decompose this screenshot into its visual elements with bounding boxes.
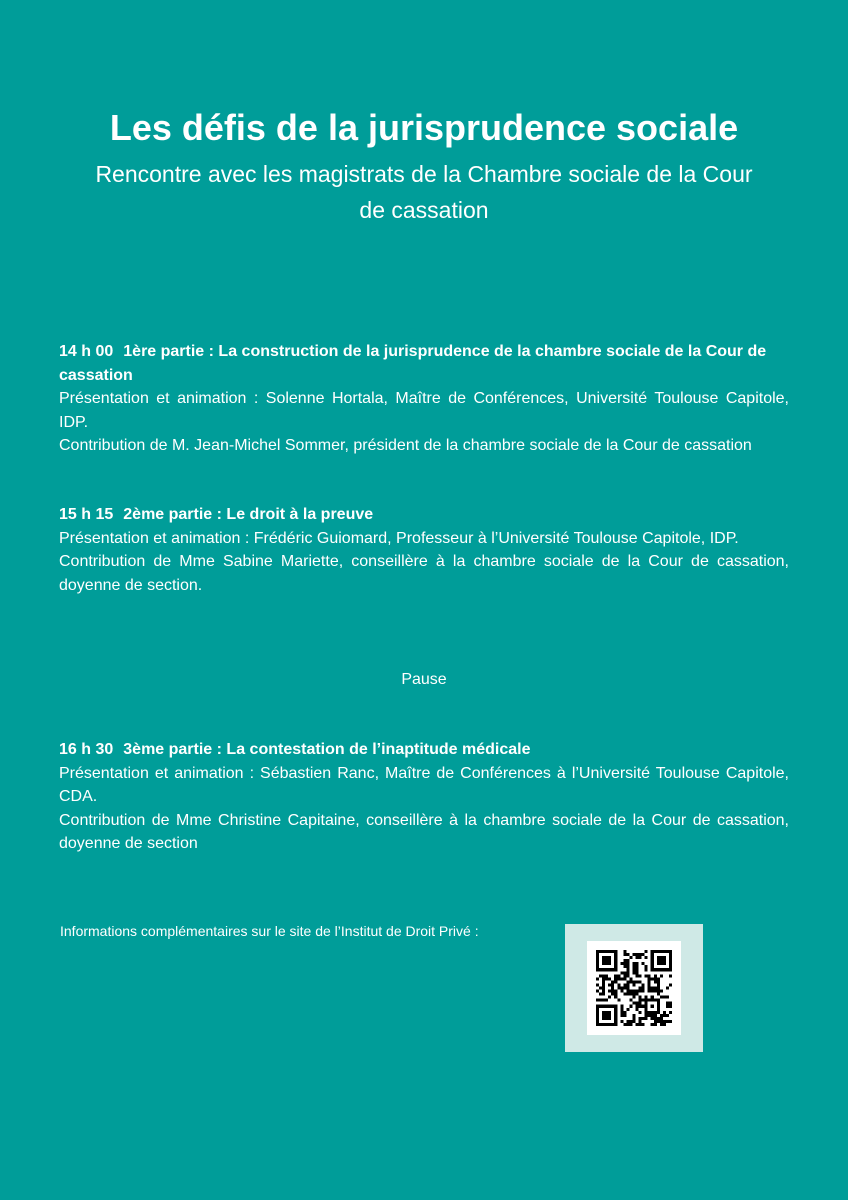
session-presentation: Présentation et animation : Solenne Hortala, Maître de Conférences, Université Toulouse Capitole, IDP. <box>59 390 789 431</box>
qr-code[interactable] <box>587 941 681 1035</box>
session-presentation: Présentation et animation : Sébastien Ranc, Maître de Conférences à l’Université Toulouse Capitole, CDA. <box>59 764 789 805</box>
session-title: 2ème partie : Le droit à la preuve <box>123 506 374 523</box>
session-contribution: Contribution de Mme Christine Capitaine, conseillère à la chambre sociale de la Cour de cassation, doyenne de section <box>59 811 789 852</box>
page-subtitle: Rencontre avec les magistrats de la Chambre sociale de la Cour de cassation <box>95 161 753 223</box>
session-heading <box>59 340 789 387</box>
session-2 <box>59 503 789 597</box>
session-title: 3ème partie : La contestation de l’inaptitude médicale <box>123 741 531 758</box>
pause-label: Pause <box>401 671 447 688</box>
session-contribution: Contribution de Mme Sabine Mariette, conseillère à la chambre sociale de la Cour de cassation, doyenne de section. <box>59 553 789 594</box>
qr-code-icon <box>596 950 672 1026</box>
session-title: 1ère partie : La construction de la jurisprudence de la chambre sociale de la Cour de cassation <box>59 343 767 384</box>
info-text: Informations complémentaires sur le site de l’Institut de Droit Privé : <box>60 923 479 939</box>
session-contribution: Contribution de M. Jean-Michel Sommer, président de la chambre sociale de la Cour de cassation <box>59 437 752 454</box>
session-time: 16 h 30 <box>59 741 114 758</box>
session-heading <box>59 503 789 527</box>
session-1 <box>59 340 789 458</box>
page-title: Les défis de la jurisprudence sociale <box>109 107 739 148</box>
session-heading <box>59 738 789 762</box>
session-presentation: Présentation et animation : Frédéric Guiomard, Professeur à l’Université Toulouse Capitole, IDP. <box>59 529 739 547</box>
session-3 <box>59 738 789 856</box>
session-time: 14 h 00 <box>59 343 114 360</box>
qr-code-frame <box>565 924 703 1052</box>
session-time: 15 h 15 <box>59 506 114 523</box>
